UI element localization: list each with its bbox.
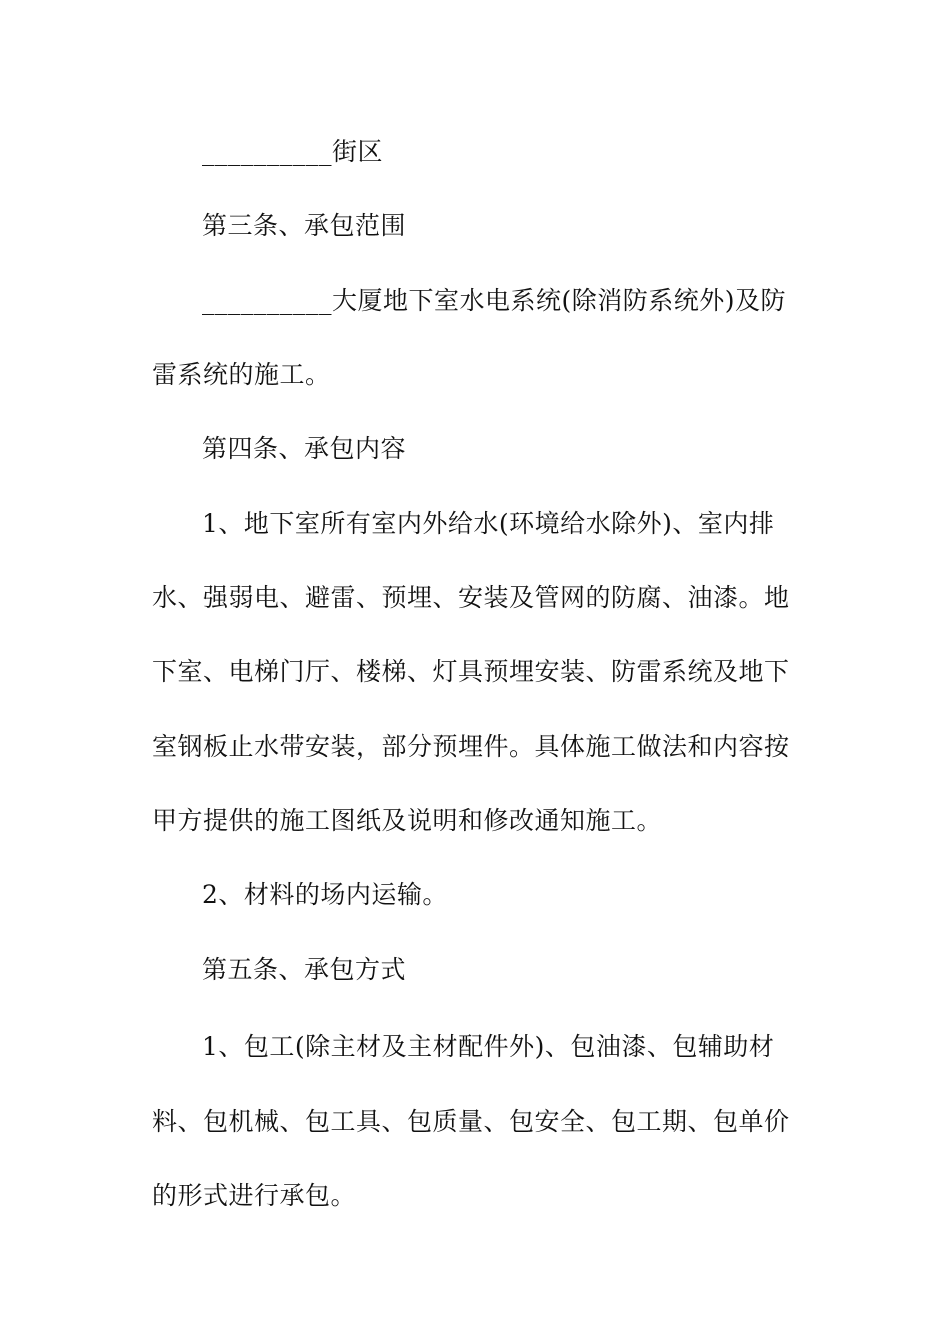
article-4-item-1-line-5: 甲方提供的施工图纸及说明和修改通知施工。 [152,806,663,835]
article-4-item-1-line-1: 1、地下室所有室内外给水(环境给水除外)、室内排 [202,509,775,538]
block-street-line: __________街区 [202,137,384,166]
article-4-item-1-line-3: 下室、电梯门厅、楼梯、灯具预埋安装、防雷系统及地下 [152,657,790,686]
article-3-heading: 第三条、承包范围 [202,211,407,240]
article-5-item-1-line-3: 的形式进行承包。 [152,1181,357,1210]
article-4-item-1-line-4: 室钢板止水带安装，部分预埋件。具体施工做法和内容按 [152,732,790,761]
article-4-item-2: 2、材料的场内运输。 [202,880,448,909]
article-4-item-1-line-2: 水、强弱电、避雷、预埋、安装及管网的防腐、油漆。地 [152,583,790,612]
article-3-text-line-2: 雷系统的施工。 [152,360,331,389]
article-5-item-1-line-2: 料、包机械、包工具、包质量、包安全、包工期、包单价 [152,1107,790,1136]
article-5-item-1-line-1: 1、包工(除主材及主材配件外)、包油漆、包辅助材 [202,1032,775,1061]
article-4-heading: 第四条、承包内容 [202,434,407,463]
article-3-text-line-1: __________大厦地下室水电系统(除消防系统外)及防 [202,286,787,315]
article-5-heading: 第五条、承包方式 [202,955,407,984]
